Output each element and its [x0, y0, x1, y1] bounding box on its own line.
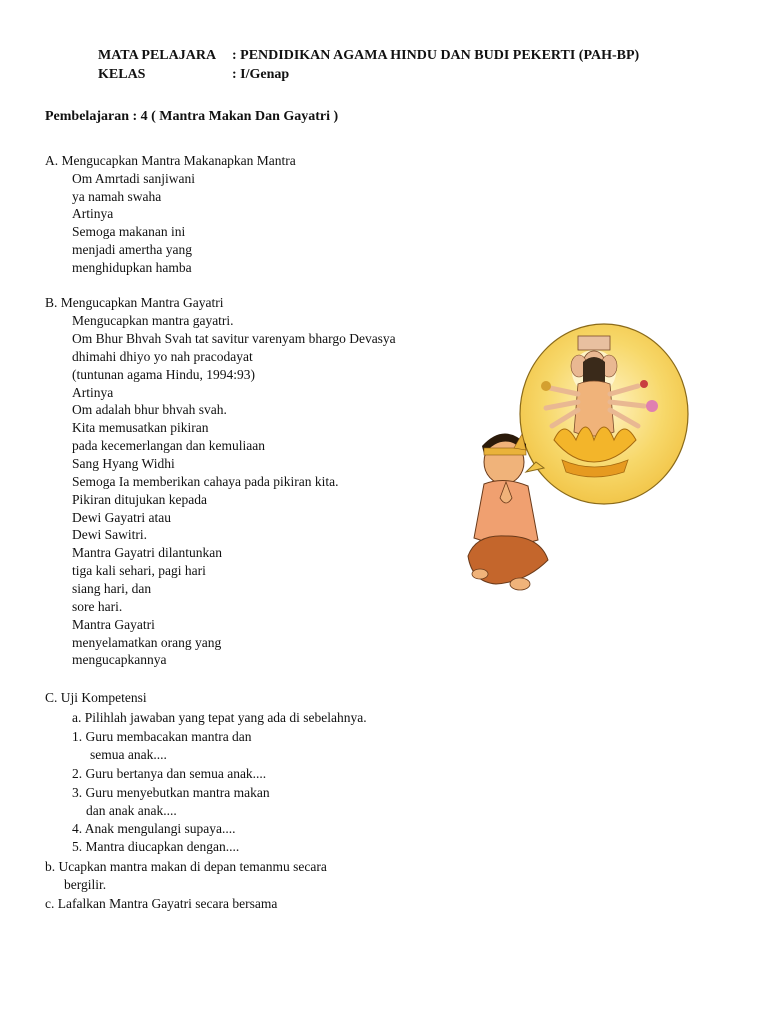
- section-c-line: 2. Guru bertanya dan semua anak....: [72, 766, 267, 781]
- section-b-line: siang hari, dan: [72, 581, 152, 596]
- section-c-line: dan anak anak....: [86, 803, 177, 818]
- section-b-line: Artinya: [72, 385, 114, 400]
- section-a-line: Semoga makanan ini: [72, 224, 186, 239]
- section-b-line: sore hari.: [72, 599, 123, 614]
- section-a-line: ya namah swaha: [72, 189, 162, 204]
- section-c-line: 5. Mantra diucapkan dengan....: [72, 839, 240, 854]
- section-c-line: 4. Anak mengulangi supaya....: [72, 821, 236, 836]
- section-b-line: Om adalah bhur bhvah svah.: [72, 402, 227, 417]
- praying-child-with-goddess-gayatri-bubble-icon: [466, 322, 692, 608]
- section-b-line: pada kecemerlangan dan kemuliaan: [72, 438, 266, 453]
- section-b-line: mengucapkannya: [72, 652, 167, 667]
- section-b-line: Semoga Ia memberikan cahaya pada pikiran kita.: [72, 474, 339, 489]
- section-b-line: Mantra Gayatri: [72, 617, 155, 632]
- section-b-line: menyelamatkan orang yang: [72, 635, 222, 650]
- section-c-line: semua anak....: [90, 747, 167, 762]
- section-c-b-line: bergilir.: [64, 877, 107, 892]
- class-label: KELAS: [98, 67, 146, 82]
- section-a-heading: A. Mengucapkan Mantra Makanapkan Mantra: [45, 153, 296, 168]
- section-c-line: 1. Guru membacakan mantra dan: [72, 729, 252, 744]
- section-c-line: a. Pilihlah jawaban yang tepat yang ada di sebelahnya.: [72, 710, 367, 725]
- section-b-line: Mengucapkan mantra gayatri.: [72, 313, 234, 328]
- section-b-line: dhimahi dhiyo yo nah pracodayat: [72, 349, 253, 364]
- class-value: : I/Genap: [232, 67, 290, 82]
- section-b-line: Om Bhur Bhvah Svah tat savitur varenyam bhargo Devasya: [72, 331, 396, 346]
- section-a-line: Artinya: [72, 206, 114, 221]
- section-c-heading: C. Uji Kompetensi: [45, 690, 147, 705]
- section-b-line: Mantra Gayatri dilantunkan: [72, 545, 222, 560]
- section-b-heading: B. Mengucapkan Mantra Gayatri: [45, 295, 224, 310]
- section-b-line: Kita memusatkan pikiran: [72, 420, 209, 435]
- section-b-line: Pikiran ditujukan kepada: [72, 492, 207, 507]
- section-b-line: Dewi Gayatri atau: [72, 510, 171, 525]
- section-c-b-line: b. Ucapkan mantra makan di depan temanmu secara: [45, 859, 327, 874]
- section-b-line: Dewi Sawitri.: [72, 527, 147, 542]
- section-c-line: 3. Guru menyebutkan mantra makan: [72, 785, 270, 800]
- section-a-line: menghidupkan hamba: [72, 260, 192, 275]
- section-a-line: menjadi amertha yang: [72, 242, 192, 257]
- section-b-line: Sang Hyang Widhi: [72, 456, 175, 471]
- section-c-c-line: c. Lafalkan Mantra Gayatri secara bersama: [45, 896, 278, 911]
- section-b-line: (tuntunan agama Hindu, 1994:93): [72, 367, 255, 382]
- section-b-line: tiga kali sehari, pagi hari: [72, 563, 206, 578]
- lesson-title: Pembelajaran : 4 ( Mantra Makan Dan Gayatri ): [45, 109, 339, 124]
- subject-label: MATA PELAJARA: [98, 48, 217, 63]
- section-a-line: Om Amrtadi sanjiwani: [72, 171, 195, 186]
- subject-value: : PENDIDIKAN AGAMA HINDU DAN BUDI PEKERTI (PAH-BP): [232, 48, 640, 63]
